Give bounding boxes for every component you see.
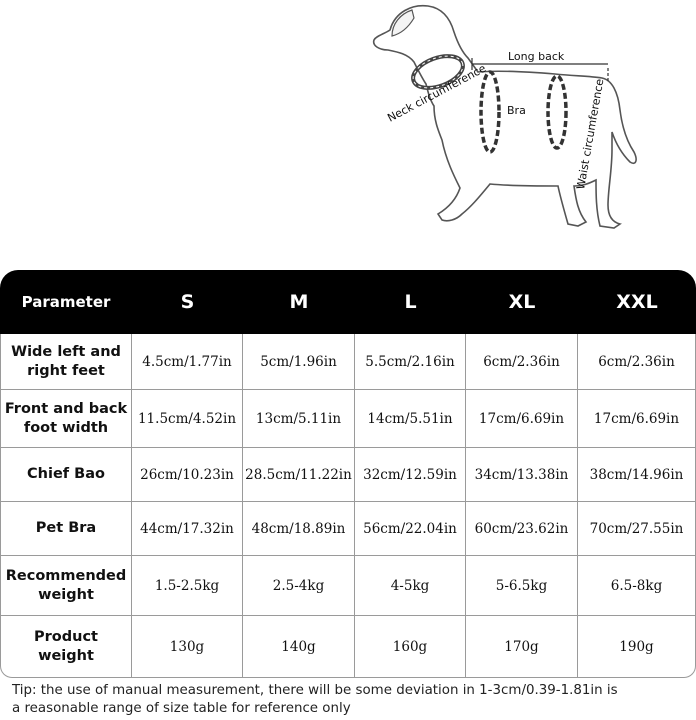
tip-note — [12, 682, 688, 718]
table-cell: 4.5cm/1.77in — [132, 334, 243, 390]
header-size-xl: XL — [466, 270, 578, 334]
table-cell: 130g — [132, 616, 243, 678]
header-size-l: L — [355, 270, 466, 334]
table-cell: 6.5-8kg — [578, 556, 696, 616]
row-label-line: right feet — [27, 362, 105, 379]
table-cell: 13cm/5.11in — [243, 390, 355, 448]
table-cell: 6cm/2.36in — [466, 334, 578, 390]
table-cell: 1.5-2.5kg — [132, 556, 243, 616]
header-size-m: M — [243, 270, 355, 334]
table-cell: 2.5-4kg — [243, 556, 355, 616]
table-row — [0, 616, 696, 678]
row-label — [0, 334, 132, 390]
dog-measurement-diagram — [350, 0, 650, 240]
table-cell: 34cm/13.38in — [466, 448, 578, 502]
tip-line: a reasonable range of size table for reference only — [12, 701, 351, 716]
row-label-line: Recommended — [5, 567, 127, 584]
table-cell: 160g — [355, 616, 466, 678]
table-cell: 48cm/18.89in — [243, 502, 355, 556]
row-label-line: Product — [34, 628, 98, 645]
table-row — [0, 556, 696, 616]
table-cell: 26cm/10.23in — [132, 448, 243, 502]
table-cell: 44cm/17.32in — [132, 502, 243, 556]
neck-circumference-label: Neck circumference — [385, 61, 489, 125]
diagram-labels — [350, 0, 650, 240]
table-row — [0, 448, 696, 502]
table-cell: 28.5cm/11.22in — [243, 448, 355, 502]
table-cell: 170g — [466, 616, 578, 678]
table-cell: 17cm/6.69in — [578, 390, 696, 448]
header-size-xxl: XXL — [578, 270, 696, 334]
table-cell: 56cm/22.04in — [355, 502, 466, 556]
table-cell: 70cm/27.55in — [578, 502, 696, 556]
row-label-line: weight — [38, 586, 94, 603]
table-cell: 190g — [578, 616, 696, 678]
size-table — [0, 270, 696, 678]
row-label-line: foot width — [23, 419, 109, 436]
table-cell: 60cm/23.62in — [466, 502, 578, 556]
table-cell: 5.5cm/2.16in — [355, 334, 466, 390]
row-label-line: weight — [38, 647, 94, 664]
table-header-row — [0, 270, 696, 334]
header-parameter: Parameter — [0, 270, 132, 334]
row-label — [0, 390, 132, 448]
tip-line: Tip: the use of manual measurement, there will be some deviation in 1-3cm/0.39-1.81in is — [12, 683, 618, 698]
table-cell: 140g — [243, 616, 355, 678]
header-size-s: S — [132, 270, 243, 334]
row-label-line: Wide left and — [11, 343, 121, 360]
row-label: Chief Bao — [0, 448, 132, 502]
table-cell: 11.5cm/4.52in — [132, 390, 243, 448]
table-row — [0, 334, 696, 390]
table-cell: 17cm/6.69in — [466, 390, 578, 448]
table-row — [0, 502, 696, 556]
table-cell: 5-6.5kg — [466, 556, 578, 616]
bra-label: Bra — [507, 104, 526, 117]
table-cell: 14cm/5.51in — [355, 390, 466, 448]
size-table-container — [0, 270, 696, 680]
table-cell: 4-5kg — [355, 556, 466, 616]
row-label: Pet Bra — [0, 502, 132, 556]
table-cell: 38cm/14.96in — [578, 448, 696, 502]
row-label — [0, 556, 132, 616]
long-back-label: Long back — [508, 50, 565, 63]
row-label-line: Front and back — [4, 400, 128, 417]
table-cell: 5cm/1.96in — [243, 334, 355, 390]
waist-circumference-label: Waist circumference — [574, 77, 607, 191]
row-label — [0, 616, 132, 678]
table-cell: 6cm/2.36in — [578, 334, 696, 390]
table-cell: 32cm/12.59in — [355, 448, 466, 502]
table-row — [0, 390, 696, 448]
